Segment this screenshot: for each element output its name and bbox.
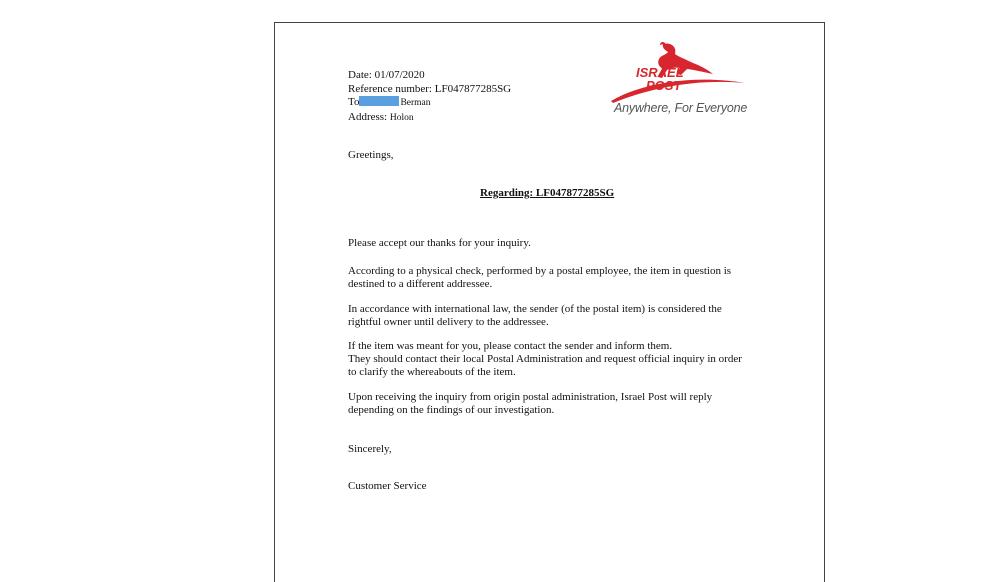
paragraph-contact-sender — [348, 340, 748, 379]
date-line: Date: 01/07/2020 — [348, 69, 425, 81]
paragraph-line: According to a physical check, performed by a postal employee, the item in question is — [348, 265, 732, 277]
address-line — [348, 111, 511, 126]
paragraph-line: rightful owner until delivery to the addressee. — [348, 316, 549, 328]
to-line — [348, 96, 511, 111]
paragraph-line: depending on the findings of our investigation. — [348, 404, 555, 416]
to-name: Berman — [400, 98, 431, 108]
regarding-line: Regarding: LF047877285SG — [480, 187, 615, 199]
logo-line-2: POST — [646, 78, 682, 93]
letter-header — [348, 69, 511, 125]
paragraph-line: destined to a different addressee. — [348, 278, 493, 290]
address-value: Holon — [389, 112, 414, 123]
paragraph-international-law — [348, 303, 748, 329]
paragraph-thanks: Please accept our thanks for your inquiry. — [348, 237, 531, 249]
letter-page — [274, 22, 825, 582]
reference-line: Reference number: LF047877285SG — [348, 82, 512, 95]
logo-line-1: ISRAEL — [636, 65, 684, 80]
paragraph-line: to clarify the whereabouts of the item. — [348, 366, 516, 378]
closing: Sincerely, — [348, 443, 392, 455]
address-label: Address: — [348, 110, 388, 123]
logo-tagline: Anywhere, For Everyone — [614, 101, 748, 115]
paragraph-physical-check — [348, 265, 748, 291]
to-prefix: To — [348, 96, 360, 108]
paragraph-line: In accordance with international law, the sender (of the postal item) is considered the — [348, 303, 722, 315]
paragraph-reply — [348, 391, 748, 417]
paragraph-line: Upon receiving the inquiry from origin postal administration, Israel Post will reply — [348, 391, 713, 403]
paragraph-line: They should contact their local Postal Administration and request official inquiry in order — [348, 353, 742, 365]
signature: Customer Service — [348, 480, 427, 492]
redacted-name-block — [359, 96, 399, 106]
paragraph-line: If the item was meant for you, please contact the sender and inform them. — [348, 340, 673, 352]
greeting: Greetings, — [348, 149, 394, 161]
